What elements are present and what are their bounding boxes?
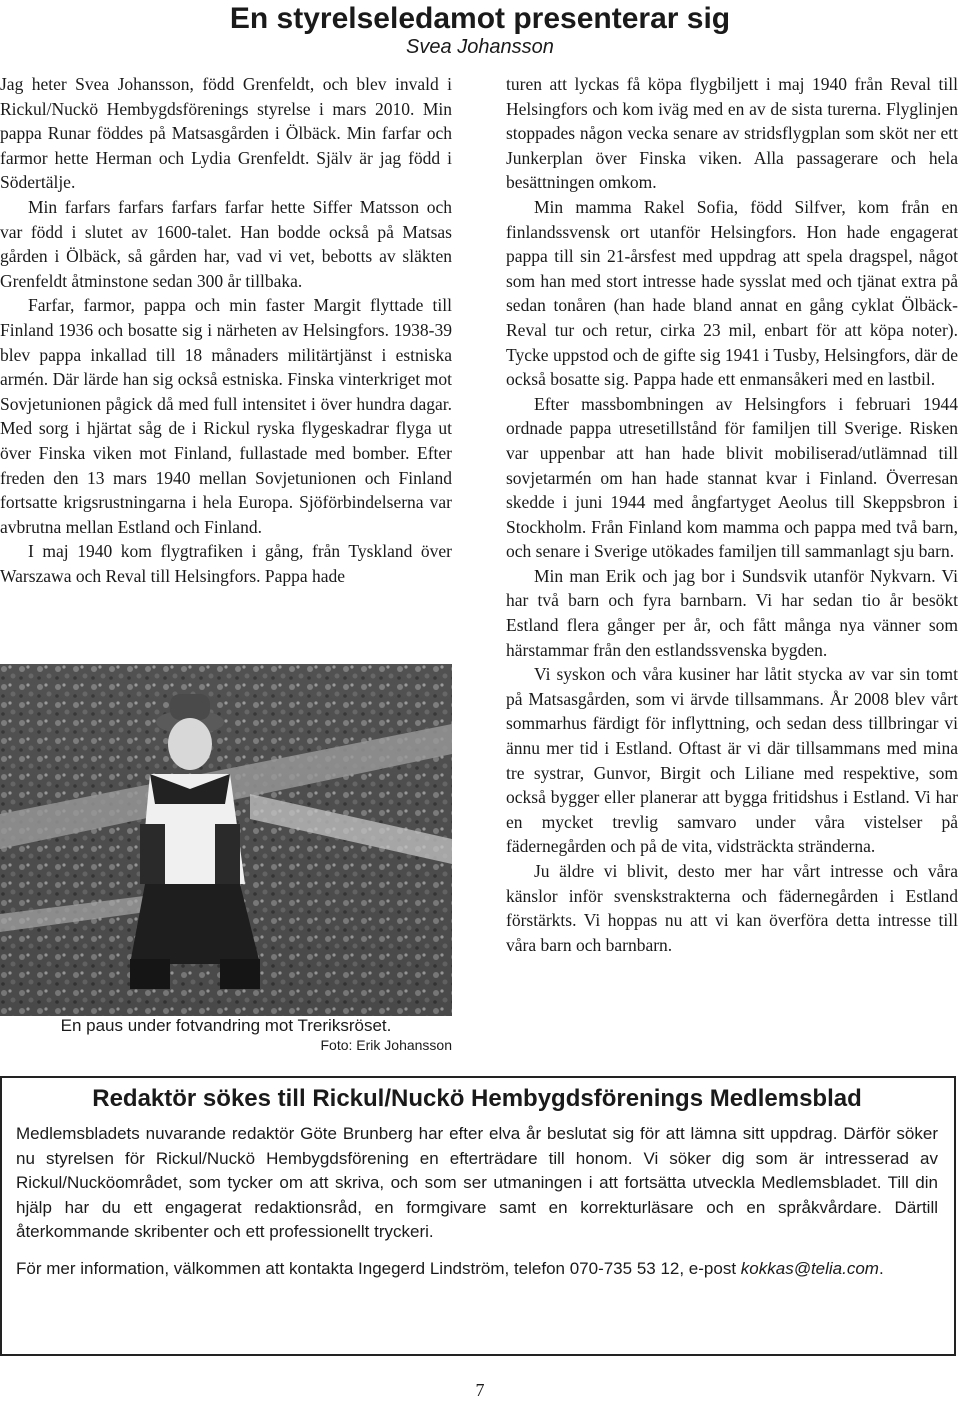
paragraph: I maj 1940 kom flygtrafiken i gång, från Tyskland över Warszawa och Reval till Helsingfors. Pappa hade [0, 541, 452, 586]
caption-text: En paus under fotvandring mot Treriksröset. [60, 1016, 392, 1035]
author-byline: Svea Johansson [406, 36, 554, 58]
photo [0, 664, 452, 1016]
paragraph: Farfar, farmor, pappa och min faster Margit flyttade till Finland 1936 och bosatte sig i närheten av Helsingfors. 1938-39 blev pappa inkallad till 18 månaders militärtjänst i estniska armén. Där lärde han sig också estniska. Finska vinterkriget mot Sovjetunionen pågick då med full intensitet i över hundra dagar. Med sorg i hjärtat såg de i Rickul ryska flygeskadrar flyga ut över Finska viken mot Finland, fullastade med bomber. Efter freden den 13 mars 1940 mellan Sovjetunionen och Finland fortsatte krigsrustningarna i hela Europa. Sjöförbindelserna var avbrutna mellan Estland och Finland. [0, 295, 452, 537]
right-column [506, 72, 958, 957]
article-title: En styrelseledamot presenterar sig [229, 2, 731, 35]
photo-caption [0, 1016, 452, 1054]
paragraph: Jag heter Svea Johansson, född Grenfeldt, och blev invald i Rickul/Nuckö Hembygdsförenings styrelse i mars 2010. Min pappa Runar föddes på Matsasgården i Ölbäck. Min farfar och farmor hette Herman och Lydia Grenfeldt. Själv är jag född i Södertälje. [0, 74, 452, 193]
contact-text: För mer information, välkommen att kontakta Ingegerd Lindström, telefon 070-735 53 12, e-post [16, 1258, 741, 1278]
paragraph: Vi syskon och våra kusiner har låtit stycka av var sin tomt på Matsasgården, som vi ärvde tillsammans. År 2008 blev vårt sommarhus färdigt för inflyttning, och sedan dess tillbringar vi ännu mer tid i Estland. Oftast är vi där tillsammans med mina tre systrar, Gunvor, Birgit och Liliane med respektive, som också bygger eller planerar att bygga fritidshus i Estland. Vi har en mycket trevlig samvaro under våra vistelser på fädernegården och på de vita, vidsträckta stränderna. [506, 664, 958, 857]
contact-suffix: . [878, 1258, 884, 1278]
contact-email[interactable]: kokkas@telia.com [740, 1258, 879, 1278]
left-column [0, 72, 452, 588]
photo-credit: Foto: Erik Johansson [320, 1037, 452, 1053]
forest-photo [0, 664, 452, 1016]
notice-contact [16, 1257, 938, 1281]
paragraph: Efter massbombningen av Helsingfors i februari 1944 ordnade pappa utresetillstånd för familjen till Sverige. Risken var uppenbar att han hade blivit mobiliserad/utlämnad till sovjetarmén om han hade stannat kvar i Finland. Överresan skedde i juni 1944 med ångfartyget Aeolus till Skeppsbron i Stockholm. Från Finland kom mamma och pappa med två barn, och senare i Sverige utökades familjen till sammanlagt sju barn. [506, 393, 958, 562]
paragraph: Ju äldre vi blivit, desto mer har vårt intresse och våra känslor inför svenskstrakterna och fädernegården i Estland förstärkts. Vi hoppas nu att vi kan överföra detta intresse till våra barn och barnbarn. [506, 861, 958, 955]
paragraph: turen att lyckas få köpa flygbiljett i maj 1940 från Reval till Helsingfors och kom iväg med en av de sista turerna. Flyglinjen stoppades någon vecka senare av stridsflygplan som sköt ner ett Junkerplan över Finska viken. Alla passagerare och hela besättningen omkom. [506, 74, 958, 193]
editor-wanted-notice [0, 1076, 956, 1356]
notice-title: Redaktör sökes till Rickul/Nuckö Hembygdsförenings Medlemsblad [92, 1085, 862, 1112]
article-header [0, 2, 960, 58]
page-number: 7 [475, 1380, 485, 1400]
paragraph: Min mamma Rakel Sofia, född Silfver, kom från en finlandssvensk ort utanför Helsingfors. Hon hade engagerat pappa till sin 21-årsfest med uppdrag att spela dragspel, något som han med stort intresse hade sysslat med och tjänat extra på sedan tonåren (han hade bland annat en gång cyklat Ölbäck-Reval tur och retur, cirka 23 mil, enbart för att köpa noter). Tycke uppstod och de gifte sig 1941 i Tusby, Helsingfors, där de också bosatte sig. Pappa hade ett enmansåkeri med en lastbil. [506, 196, 958, 390]
paragraph: Min man Erik och jag bor i Sundsvik utanför Nykvarn. Vi har två barn och fyra barnbarn. Vi har sedan tio år besökt Estland flera gånger per år, och fått många nya vänner som härstammar från den estlandssvenska bygden. [506, 565, 958, 660]
notice-body: Medlemsbladets nuvarande redaktör Göte Brunberg har efter elva år beslutat sig för att lämna sitt uppdrag. Därför söker nu styrelsen för Rickul/Nuckö Hembygdsförening en efterträdare till honom. Vi söker dig som är intresserad av Rickul/Nucköområdet, som tycker om att skriva, och som ser utmaningen i att fortsätta utveckla Medlemsbladet. Till din hjälp har du ett engagerat redaktionsråd, en formgivare samt en korrekturläsare och en språkvårdare. Därtill återkommande skribenter och ett professionellt tryckeri. [16, 1124, 938, 1241]
paragraph: Min farfars farfars farfars farfar hette Siffer Matsson och var född i slutet av 1600-talet. Han bodde också på Matsas gården i Ölbäck, så gården har, vad vi vet, bebotts av släkten Grenfeldt åtminstone sedan 300 år tillbaka. [0, 196, 452, 291]
